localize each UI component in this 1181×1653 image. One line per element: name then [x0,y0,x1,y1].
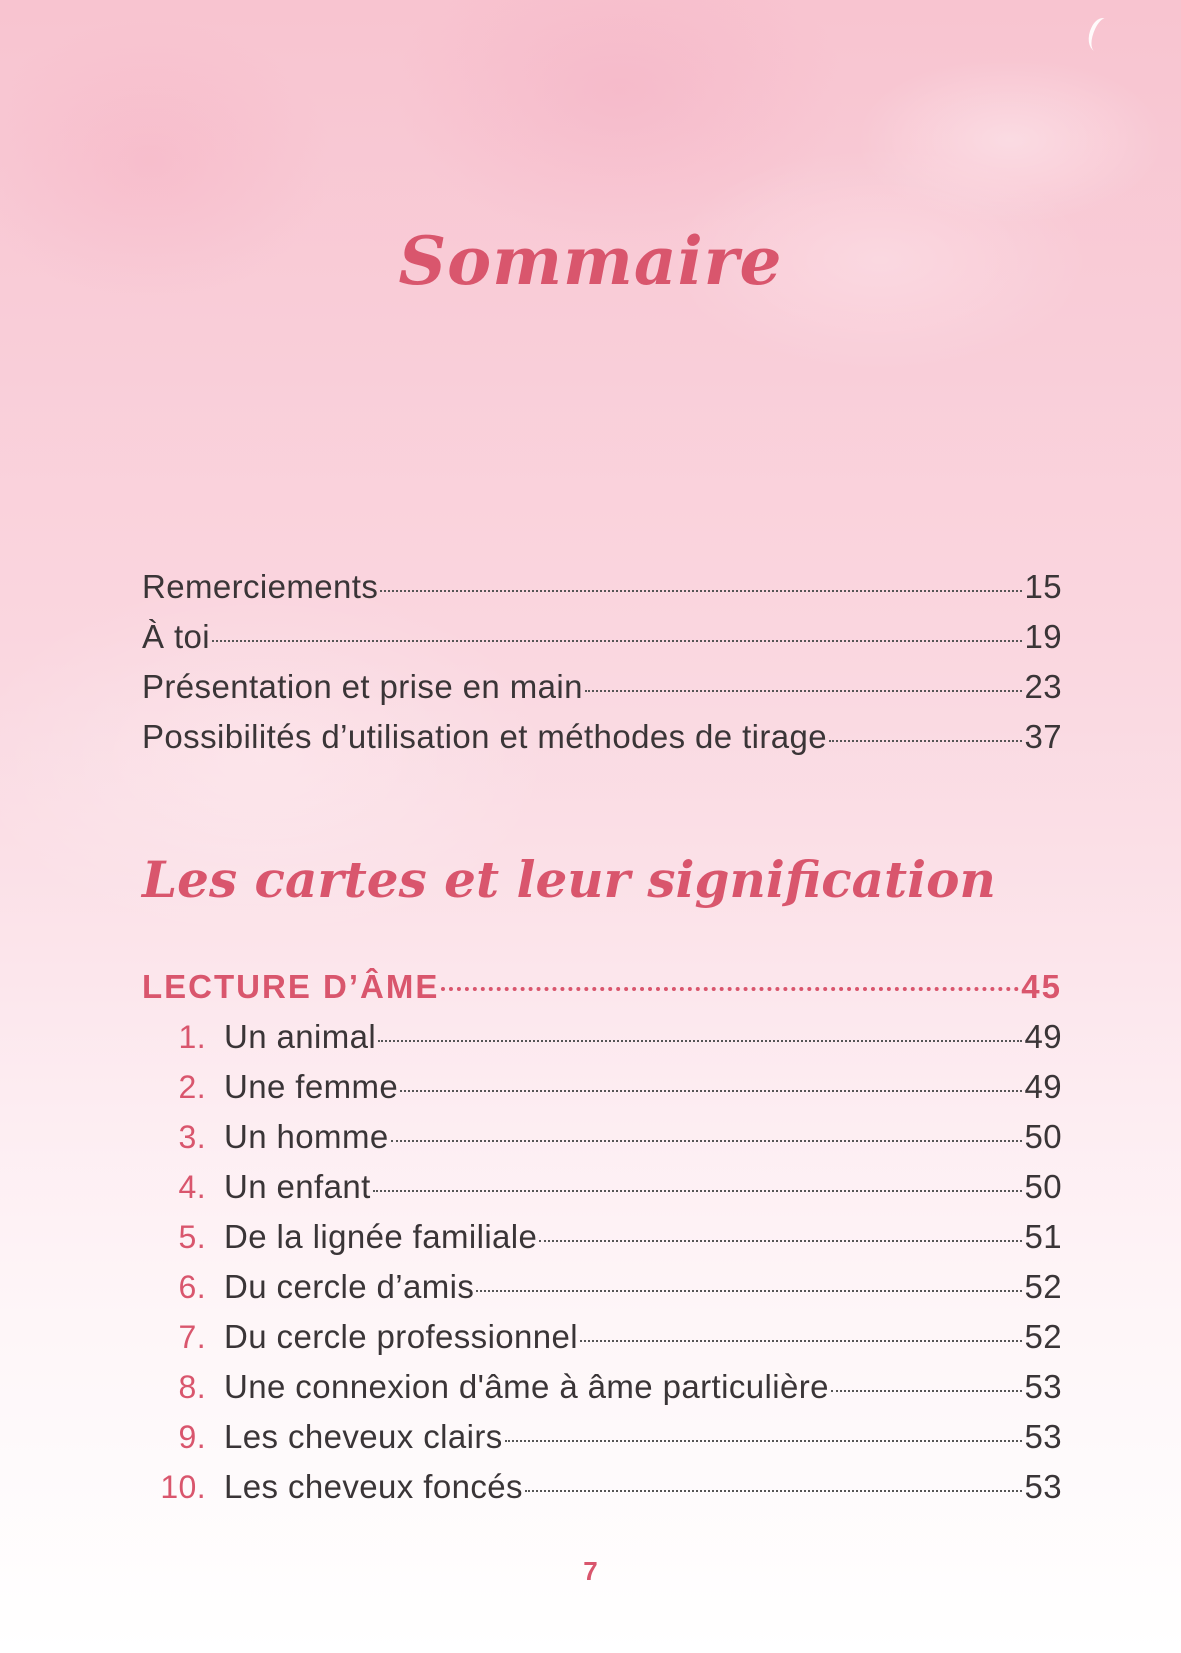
dot-leader [441,987,1019,991]
toc-entry-label: Une femme [224,1068,399,1105]
watercolor-brush-stroke [1083,15,1117,55]
toc-entry[interactable] [142,568,1062,618]
toc-section-heading[interactable] [142,968,1062,1018]
toc-entry-page: 23 [1024,668,1062,705]
dot-leader [525,1490,1023,1492]
dot-leader [831,1390,1023,1392]
toc-card-entry[interactable] [142,1268,1062,1318]
toc-heading-label: LECTURE D’ÂME [142,968,440,1005]
toc-entry-page: 53 [1024,1368,1062,1405]
section-title: Les cartes et leur signification [142,850,996,909]
toc-heading-page: 45 [1021,968,1062,1005]
toc-entry-label: Les cheveux foncés [224,1468,523,1505]
toc-card-entry[interactable] [142,1018,1062,1068]
card-number: 1. [178,1019,206,1055]
toc-card-entry[interactable] [142,1218,1062,1268]
toc-entry-page: 15 [1024,568,1062,605]
toc-entry-page: 50 [1024,1168,1062,1205]
toc-card-entry[interactable] [142,1168,1062,1218]
toc-entry[interactable] [142,668,1062,718]
toc-entry-label: Remerciements [142,568,379,605]
toc-card-entry[interactable] [142,1318,1062,1368]
toc-entry-page: 51 [1024,1218,1062,1255]
dot-leader [829,740,1022,742]
toc-entry[interactable] [142,618,1062,668]
toc-entry-page: 50 [1024,1118,1062,1155]
card-number: 8. [178,1369,206,1405]
dot-leader [585,690,1023,692]
toc-card-entry[interactable] [142,1118,1062,1168]
dot-leader [391,1140,1023,1142]
toc-entry-page: 49 [1024,1068,1062,1105]
toc-entry-page: 49 [1024,1018,1062,1055]
toc-entry-label: Un animal [224,1018,377,1055]
toc-entry-label: À toi [142,618,211,655]
dot-leader [378,1040,1022,1042]
dot-leader [212,640,1022,642]
page-number: 7 [583,1556,598,1586]
card-number: 4. [178,1169,206,1205]
toc-entry-page: 19 [1024,618,1062,655]
cards-toc [142,968,1062,1518]
toc-entry-page: 52 [1024,1268,1062,1305]
toc-card-entry[interactable] [142,1468,1062,1518]
card-number: 2. [178,1069,206,1105]
toc-card-entry[interactable] [142,1368,1062,1418]
toc-entry-page: 53 [1024,1468,1062,1505]
toc-card-entry[interactable] [142,1068,1062,1118]
toc-entry-page: 53 [1024,1418,1062,1455]
card-number: 3. [178,1119,206,1155]
toc-card-entry[interactable] [142,1418,1062,1468]
toc-entry-label: Possibilités d’utilisation et méthodes de tirage [142,718,828,755]
dot-leader [580,1340,1022,1342]
toc-entry[interactable] [142,718,1062,768]
toc-entry-label: Une connexion d'âme à âme particulière [224,1368,829,1405]
card-number: 9. [178,1419,206,1455]
card-number: 10. [160,1469,206,1505]
toc-entry-label: Un homme [224,1118,389,1155]
toc-entry-label: Présentation et prise en main [142,668,583,705]
toc-entry-page: 52 [1024,1318,1062,1355]
card-number: 5. [178,1219,206,1255]
dot-leader [505,1440,1023,1442]
dot-leader [539,1240,1022,1242]
dot-leader [476,1290,1022,1292]
toc-entry-label: Les cheveux clairs [224,1418,503,1455]
toc-entry-label: Du cercle d’amis [224,1268,475,1305]
page-title: Sommaire [398,222,783,300]
card-number: 7. [178,1319,206,1355]
toc-entry-page: 37 [1024,718,1062,755]
intro-toc [142,568,1062,768]
toc-entry-label: Du cercle professionnel [224,1318,579,1355]
toc-entry-label: Un enfant [224,1168,371,1205]
dot-leader [400,1090,1022,1092]
dot-leader [373,1190,1023,1192]
card-number: 6. [178,1269,206,1305]
dot-leader [380,590,1022,592]
toc-entry-label: De la lignée familiale [224,1218,538,1255]
